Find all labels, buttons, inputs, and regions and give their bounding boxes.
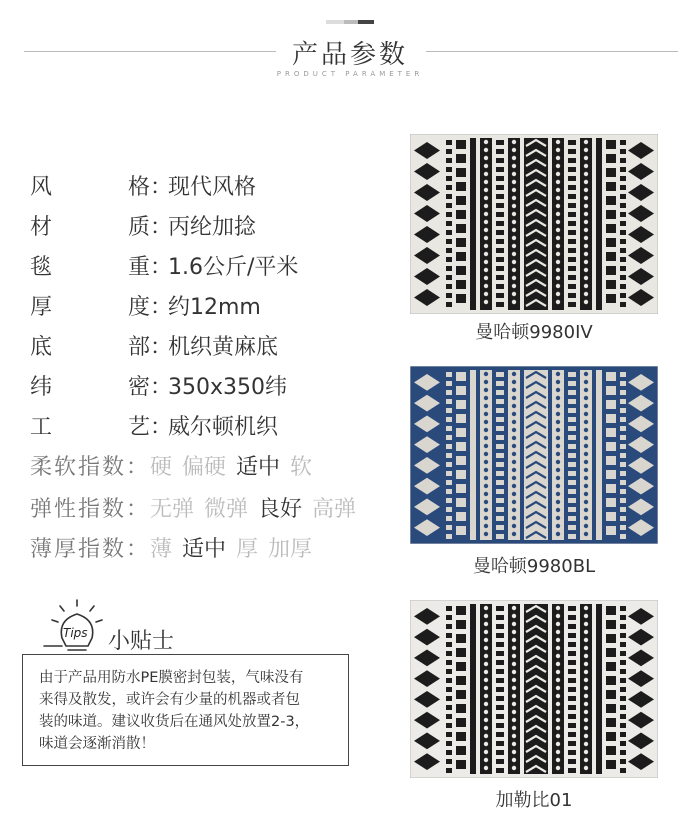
spec-label-char: 质: [127, 214, 150, 240]
spec-colon: ：: [150, 374, 173, 400]
spec-row: [30, 325, 278, 365]
index-colon: ：: [126, 536, 149, 562]
spec-label-char: 度: [127, 294, 150, 320]
product-caption: 曼哈顿9980BL: [472, 556, 596, 577]
spec-colon: ：: [150, 254, 173, 280]
index-option: 适中: [182, 536, 227, 562]
index-option: 软: [290, 454, 313, 480]
tips-line: 来得及散发，或许会有少量的机器或者包: [39, 692, 300, 708]
index-option: 硬: [150, 454, 173, 480]
index-option: 微弹: [204, 496, 249, 522]
spec-row: [30, 165, 256, 205]
index-colon: ：: [126, 454, 149, 480]
index-label: 薄厚指数: [30, 536, 127, 562]
index-row: [30, 445, 322, 485]
spec-value: 350x350纬: [168, 374, 288, 400]
spec-label: [30, 370, 150, 401]
spec-value: 现代风格: [168, 174, 257, 200]
spec-value: 约12mm: [168, 294, 261, 320]
spec-colon: ：: [150, 294, 173, 320]
product-image-caribbean-01: [410, 600, 658, 778]
product-image-manhattan-bl: [410, 366, 658, 544]
spec-label: [30, 290, 150, 321]
index-option: 薄: [150, 536, 173, 562]
spec-label-char: 工: [30, 414, 53, 440]
spec-label: [30, 330, 150, 361]
section-header: [0, 32, 700, 72]
index-colon: ：: [126, 496, 149, 522]
spec-label-char: 底: [30, 334, 53, 360]
index-option: 厚: [236, 536, 259, 562]
product-caption: 曼哈顿9980IV: [475, 322, 593, 343]
page-subtitle: PRODUCT PARAMETER: [276, 70, 424, 78]
spec-value: 丙纶加捻: [168, 214, 257, 240]
spec-row: [30, 245, 298, 285]
spec-row: [30, 405, 278, 445]
index-label: 柔软指数: [30, 454, 127, 480]
spec-colon: ：: [150, 414, 173, 440]
index-option: 无弹: [150, 496, 195, 522]
index-option: 高弹: [312, 496, 357, 522]
tips-line: 味道会逐渐消散！: [39, 736, 155, 752]
tips-badge-label: Tips: [63, 626, 88, 640]
tips-line: 装的味道。建议收货后在通风处放置2-3，: [39, 714, 310, 730]
spec-value: 机织黄麻底: [168, 334, 279, 360]
product-caption: 加勒比01: [495, 790, 573, 811]
product-image-manhattan-iv: [410, 134, 658, 314]
index-option: 适中: [236, 454, 281, 480]
spec-colon: ：: [150, 214, 173, 240]
page-title: 产品参数: [291, 40, 408, 70]
spec-colon: ：: [150, 174, 173, 200]
spec-colon: ：: [150, 334, 173, 360]
tips-line: 由于产品用防水PE膜密封包装，气味没有: [39, 670, 304, 686]
index-option: 加厚: [268, 536, 313, 562]
index-label: 弹性指数: [30, 496, 127, 522]
spec-value: 威尔顿机织: [168, 414, 279, 440]
spec-label-char: 艺: [127, 414, 150, 440]
tips-title: 小贴士: [108, 629, 175, 654]
spec-label-char: 厚: [30, 294, 53, 320]
spec-row: [30, 205, 256, 245]
spec-label-char: 重: [127, 254, 150, 280]
spec-label: [30, 210, 150, 241]
spec-label-char: 材: [30, 214, 53, 240]
spec-row: [30, 365, 287, 405]
spec-label-char: 格: [127, 174, 150, 200]
spec-label: [30, 250, 150, 281]
spec-label: [30, 410, 150, 441]
spec-label-char: 密: [127, 374, 150, 400]
index-option: 良好: [258, 496, 303, 522]
spec-label-char: 纬: [30, 374, 53, 400]
tips-box: [22, 654, 349, 766]
spec-row: [30, 285, 261, 325]
spec-label-char: 毯: [30, 254, 53, 280]
spec-label: [30, 170, 150, 201]
index-row: [30, 487, 366, 527]
index-row: [30, 527, 322, 567]
spec-label-char: 部: [127, 334, 150, 360]
index-option: 偏硬: [182, 454, 227, 480]
spec-value: 1.6公斤/平米: [168, 254, 299, 280]
header-decoration: [326, 20, 374, 24]
spec-label-char: 风: [30, 174, 53, 200]
